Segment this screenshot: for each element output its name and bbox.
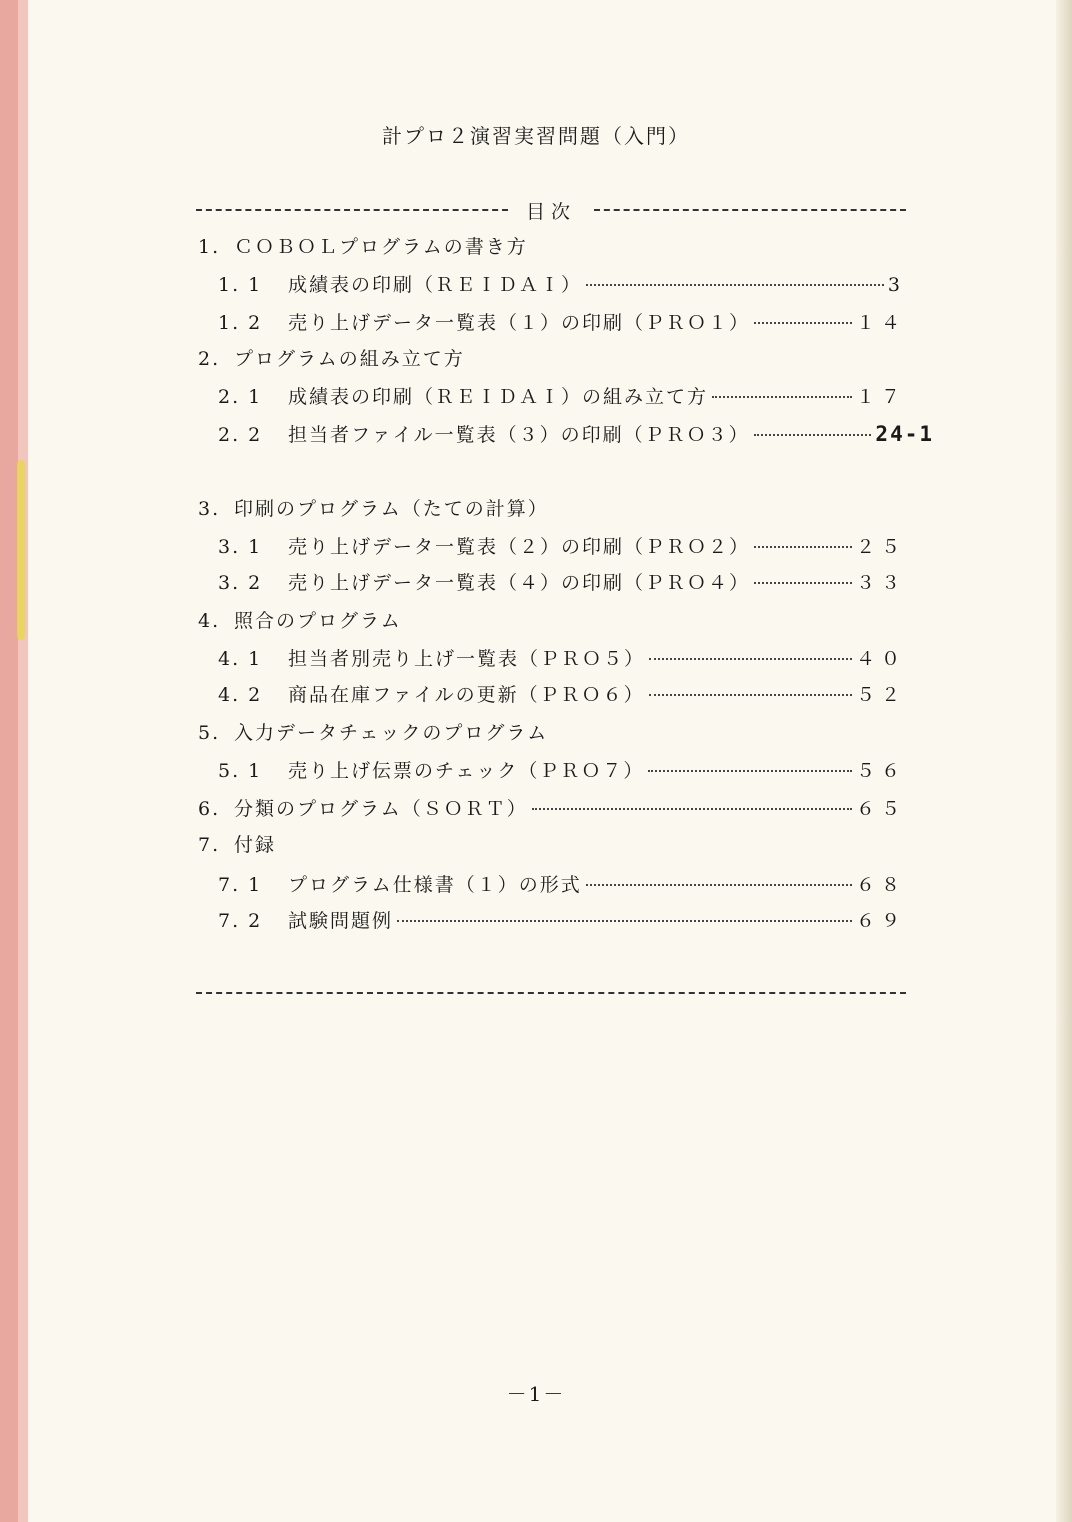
toc-number: 4. 1 [218, 648, 263, 670]
toc-entry-4-2[interactable] [218, 680, 906, 707]
dot-leader [649, 658, 852, 660]
dot-leader [754, 582, 852, 584]
toc-section-6[interactable] [198, 794, 906, 821]
toc-number: 2. 1 [218, 386, 263, 408]
page-number-footer: －1－ [506, 1382, 566, 1406]
binding-edge [0, 0, 18, 1522]
toc-entry-2-2[interactable] [218, 420, 934, 447]
toc-label: 売り上げデータ一覧表（２）の印刷（ＰＲＯ２） [288, 536, 751, 558]
toc-page-number: 3 [887, 274, 906, 296]
toc-entry-3-2[interactable] [218, 568, 906, 595]
dot-leader [586, 884, 852, 886]
toc-footer-rule [196, 992, 906, 994]
toc-number: 6. [198, 798, 221, 820]
toc-number: 4. 2 [218, 684, 263, 706]
toc-page-number: １７ [855, 386, 906, 408]
toc-number: 5. 1 [218, 760, 263, 782]
toc-section-2[interactable] [198, 344, 906, 371]
toc-label: 印刷のプログラム（たての計算） [234, 498, 549, 520]
toc-page-number: １４ [855, 312, 906, 334]
toc-section-4[interactable] [198, 606, 906, 633]
toc-section-7[interactable] [198, 830, 906, 857]
toc-entry-1-2[interactable] [218, 308, 906, 335]
toc-page-number: ６５ [855, 798, 906, 820]
document-title: 計プロ２演習実習問題（入門） [382, 124, 690, 148]
toc-label: プログラムの組み立て方 [234, 348, 465, 370]
toc-page-number: ５６ [855, 760, 906, 782]
toc-entry-4-1[interactable] [218, 644, 906, 671]
toc-label: 付録 [234, 834, 277, 856]
toc-number: 7. [198, 834, 221, 856]
toc-number: 7. 2 [218, 910, 263, 932]
dot-leader [754, 434, 872, 436]
dot-leader [586, 284, 884, 286]
toc-label: 商品在庫ファイルの更新（ＰＲＯ６） [288, 684, 645, 706]
toc-page-number: ６８ [855, 874, 906, 896]
toc-number: 7. 1 [218, 874, 263, 896]
toc-header-rule [196, 196, 906, 224]
toc-label: 分類のプログラム（ＳＯＲＴ） [234, 798, 528, 820]
binding-thread [17, 460, 25, 640]
dashed-rule-right [594, 209, 906, 211]
dot-leader [648, 770, 852, 772]
toc-number: 2. 2 [218, 424, 263, 446]
toc-page-number: ６９ [855, 910, 906, 932]
toc-label: ＣＯＢＯＬプログラムの書き方 [234, 236, 528, 258]
toc-heading: 目次 [526, 200, 577, 223]
toc-number: 3. [198, 498, 221, 520]
dashed-rule-left [196, 209, 508, 211]
dot-leader [532, 808, 852, 810]
toc-label: 試験問題例 [288, 910, 394, 932]
dot-leader [754, 546, 852, 548]
toc-number: 2. [198, 348, 221, 370]
dot-leader [649, 694, 852, 696]
toc-label: 成績表の印刷（ＲＥＩＤＡＩ） [288, 274, 583, 296]
toc-label: 入力データチェックのプログラム [234, 722, 549, 744]
toc-section-5[interactable] [198, 718, 906, 745]
toc-number: 1. 2 [218, 312, 263, 334]
toc-label: 成績表の印刷（ＲＥＩＤＡＩ）の組み立て方 [288, 386, 709, 408]
dot-leader [397, 920, 852, 922]
toc-section-1[interactable] [198, 232, 906, 259]
toc-page-number: ２５ [855, 536, 906, 558]
toc-entry-2-1[interactable] [218, 382, 906, 409]
toc-entry-7-1[interactable] [218, 870, 906, 897]
dot-leader [712, 396, 852, 398]
page-edge [1056, 0, 1072, 1522]
toc-number: 3. 2 [218, 572, 263, 594]
toc-number: 5. [198, 722, 221, 744]
toc-number: 4. [198, 610, 221, 632]
toc-label: 売り上げ伝票のチェック（ＰＲＯ７） [288, 760, 645, 782]
toc-section-3[interactable] [198, 494, 906, 521]
toc-number: 3. 1 [218, 536, 263, 558]
toc-entry-1-1[interactable] [218, 270, 906, 297]
toc-page-number: ５２ [855, 684, 906, 706]
toc-entry-7-2[interactable] [218, 906, 906, 933]
toc-number: 1. 1 [218, 274, 263, 296]
toc-page-number: 24-1 [875, 422, 934, 446]
toc-label: 売り上げデータ一覧表（１）の印刷（ＰＲＯ１） [288, 312, 751, 334]
binding-edge-inner [18, 0, 28, 1522]
toc-label: 担当者別売り上げ一覧表（ＰＲＯ５） [288, 648, 646, 670]
dot-leader [754, 322, 852, 324]
toc-entry-3-1[interactable] [218, 532, 906, 559]
toc-number: 1. [198, 236, 221, 258]
toc-label: 担当者ファイル一覧表（３）の印刷（ＰＲＯ３） [288, 424, 750, 446]
toc-entry-5-1[interactable] [218, 756, 906, 783]
toc-page-number: ４０ [855, 648, 906, 670]
toc-page-number: ３３ [855, 572, 906, 594]
toc-label: 照合のプログラム [234, 610, 402, 632]
toc-label: プログラム仕様書（１）の形式 [288, 874, 582, 896]
toc-label: 売り上げデータ一覧表（４）の印刷（ＰＲＯ４） [288, 572, 751, 594]
